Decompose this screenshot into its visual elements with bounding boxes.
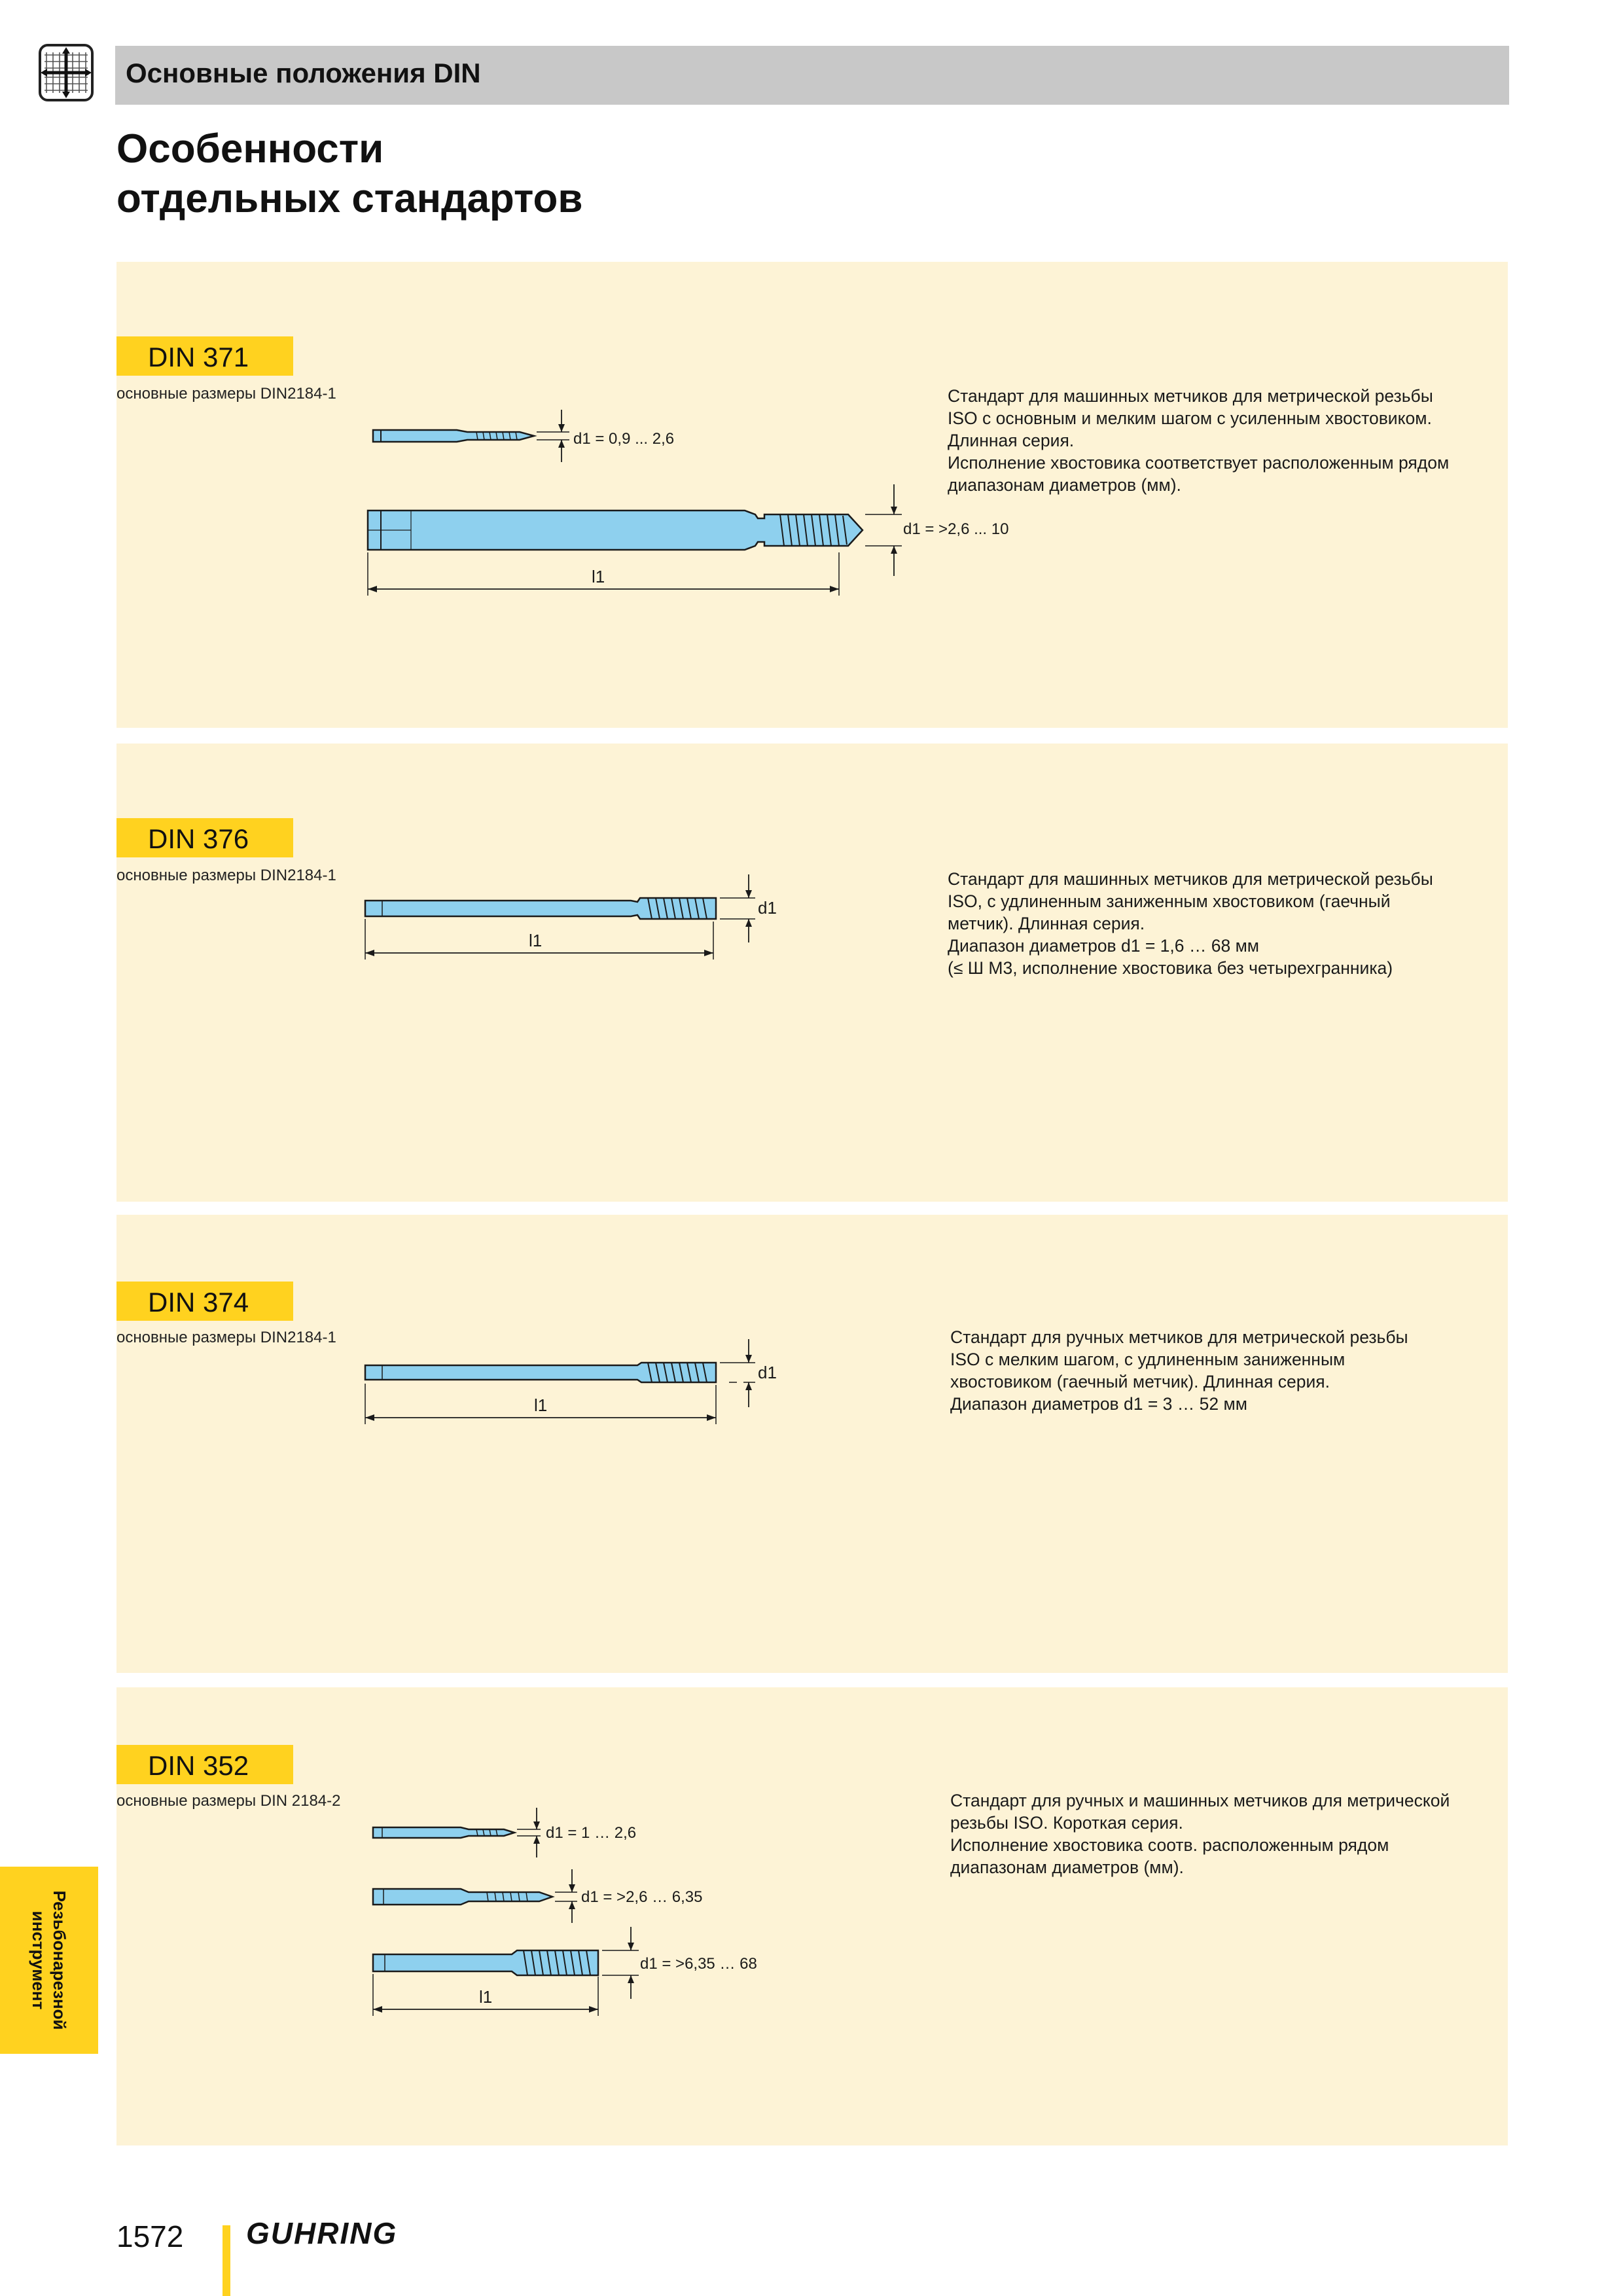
tap-drawing-din-371	[365, 399, 1020, 609]
grid-gauge-icon	[38, 43, 94, 102]
page-title-line-1: Особенности	[116, 126, 384, 171]
footer-divider	[223, 2225, 230, 2296]
din-352-panel	[116, 1687, 1508, 2145]
standard-description: Стандарт для ручных и машинных метчиков для метрической резьбы ISO. Короткая серия. Исполнение хвостовика соотв. расположенным рядом диапазонам диаметров (мм).	[950, 1791, 1450, 1877]
standard-description: Стандарт для ручных метчиков для метрической резьбы ISO с мелким шагом, с удлиненным заниженным хвостовиком (гаечный метчик). Длинная серия. Диапазон диаметров d1 = 3 … 52 мм	[950, 1327, 1408, 1414]
large-tap	[368, 484, 1008, 596]
page-title	[116, 124, 1098, 224]
standard-tag-label: DIN 374	[148, 1287, 249, 1318]
chapter-side-tab[interactable]	[0, 1867, 98, 2054]
dim-label: d1	[758, 1363, 777, 1382]
din-374-panel	[116, 1215, 1508, 1673]
brand-logo	[246, 2214, 436, 2253]
standard-tag	[116, 336, 293, 376]
large-tap	[373, 1927, 757, 2016]
standard-tag	[116, 818, 293, 857]
length-label: l1	[592, 567, 605, 586]
length-label: l1	[479, 1987, 493, 2007]
din-371-panel	[116, 262, 1508, 728]
basis-reference: основные размеры DIN2184-1	[116, 1329, 336, 1346]
standard-tag-label: DIN 352	[148, 1750, 249, 1781]
basis-reference: основные размеры DIN2184-1	[116, 867, 336, 884]
dim-label: d1 = >6,35 … 68	[640, 1955, 757, 1973]
length-label: l1	[534, 1395, 548, 1415]
standard-tag	[116, 1282, 293, 1321]
tap-drawing-din-352	[369, 1805, 958, 2028]
svg-text:GUHRING: GUHRING	[246, 2216, 398, 2250]
dim-label: d1 = >2,6 … 6,35	[581, 1888, 703, 1906]
standard-tag-label: DIN 371	[148, 342, 249, 372]
standard-description: Стандарт для машинных метчиков для метрической резьбы ISO, с удлиненным заниженным хвостовиком (гаечный метчик). Длинная серия. Диапазон диаметров d1 = 1,6 … 68 мм (≤ Ш M3, исполнение хвостовика без четырехгранника)	[948, 869, 1433, 978]
side-tab-label: Резьбонарезной инструмент	[29, 1890, 69, 2030]
page-title-line-2: отдельных стандартов	[116, 176, 583, 221]
small-tap	[373, 1808, 636, 1857]
medium-tap	[373, 1869, 702, 1923]
section-header-bar	[115, 46, 1509, 105]
page-number: 1572	[116, 2219, 184, 2253]
tap-drawing-din-374	[363, 1330, 925, 1461]
tap-drawing-din-376	[363, 855, 925, 986]
small-tap	[373, 410, 674, 462]
dim-label: d1 = 1 … 2,6	[546, 1824, 637, 1842]
din-376-panel	[116, 744, 1508, 1202]
basis-reference: основные размеры DIN 2184-2	[116, 1792, 341, 1810]
dim-label: d1 = >2,6 ... 10	[903, 520, 1009, 538]
basis-reference: основные размеры DIN2184-1	[116, 385, 336, 403]
standard-tag-label: DIN 376	[148, 823, 249, 854]
length-label: l1	[529, 931, 543, 950]
dim-label: d1 = 0,9 ... 2,6	[573, 430, 675, 448]
section-title: Основные положения DIN	[126, 58, 481, 88]
standard-tag	[116, 1745, 293, 1784]
dim-label: d1	[758, 898, 777, 918]
standard-description: Стандарт для машинных метчиков для метрической резьбы ISO с основным и мелким шагом с усиленным хвостовиком. Длинная серия. Исполнение хвостовика соответствует расположенным рядом диапазонам диаметров (мм).	[948, 386, 1450, 495]
